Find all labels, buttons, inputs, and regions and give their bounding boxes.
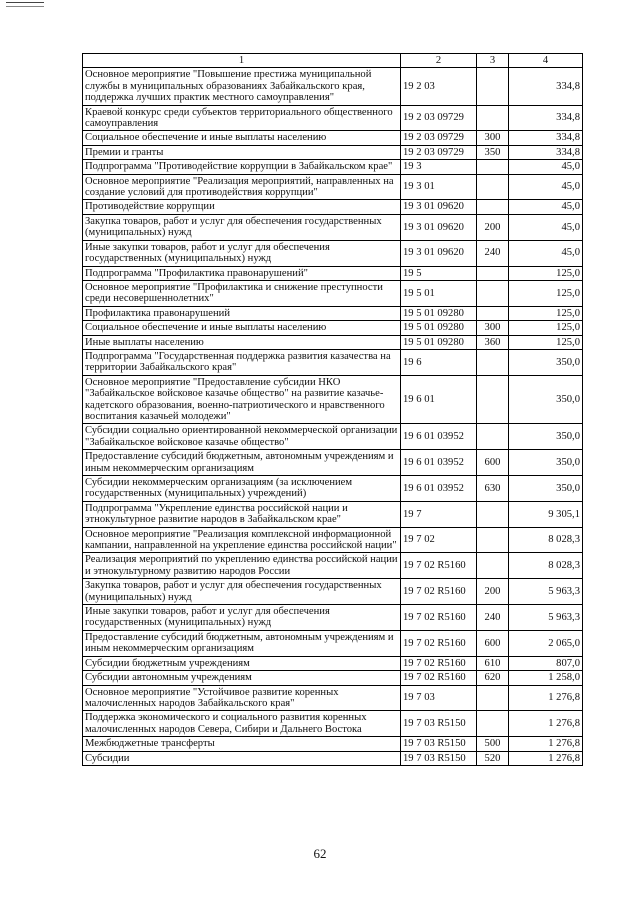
cell-vr: 300 <box>477 321 509 335</box>
table-row <box>83 656 583 670</box>
cell-code: 19 6 01 <box>401 375 477 424</box>
cell-sum: 350,0 <box>509 476 583 502</box>
scan-artifact-mark <box>6 2 44 7</box>
cell-vr: 600 <box>477 450 509 476</box>
cell-sum: 334,8 <box>509 131 583 145</box>
cell-vr <box>477 200 509 214</box>
cell-code: 19 3 01 09620 <box>401 200 477 214</box>
cell-sum: 350,0 <box>509 424 583 450</box>
cell-sum: 1 276,8 <box>509 711 583 737</box>
cell-code: 19 6 01 03952 <box>401 450 477 476</box>
cell-name: Субсидии <box>83 751 401 765</box>
cell-vr: 620 <box>477 671 509 685</box>
cell-code: 19 7 02 R5160 <box>401 630 477 656</box>
cell-sum: 807,0 <box>509 656 583 670</box>
table-row <box>83 685 583 711</box>
cell-vr: 630 <box>477 476 509 502</box>
header-row <box>83 54 583 68</box>
table-row <box>83 751 583 765</box>
table-row <box>83 200 583 214</box>
cell-code: 19 7 02 <box>401 527 477 553</box>
cell-sum: 125,0 <box>509 306 583 320</box>
table-row <box>83 450 583 476</box>
table-row <box>83 605 583 631</box>
cell-code: 19 2 03 <box>401 68 477 105</box>
cell-name: Закупка товаров, работ и услуг для обеспечения государственных (муниципальных) нужд <box>83 214 401 240</box>
cell-name: Подпрограмма "Государственная поддержка развития казачества на территории Забайкальского края" <box>83 349 401 375</box>
cell-vr <box>477 174 509 200</box>
cell-code: 19 7 02 R5160 <box>401 553 477 579</box>
cell-sum: 1 258,0 <box>509 671 583 685</box>
cell-vr <box>477 375 509 424</box>
cell-code: 19 7 03 R5150 <box>401 737 477 751</box>
cell-vr: 200 <box>477 214 509 240</box>
table-row <box>83 105 583 131</box>
cell-vr <box>477 685 509 711</box>
cell-code: 19 2 03 09729 <box>401 145 477 159</box>
table-row <box>83 671 583 685</box>
cell-code: 19 7 <box>401 501 477 527</box>
table-row <box>83 131 583 145</box>
cell-name: Субсидии некоммерческим организациям (за исключением государственных (муниципальных) учреждений) <box>83 476 401 502</box>
table-row <box>83 240 583 266</box>
cell-vr: 350 <box>477 145 509 159</box>
cell-sum: 350,0 <box>509 450 583 476</box>
cell-name: Субсидии бюджетным учреждениям <box>83 656 401 670</box>
cell-sum: 45,0 <box>509 240 583 266</box>
cell-code: 19 3 01 09620 <box>401 240 477 266</box>
cell-code: 19 7 02 R5160 <box>401 671 477 685</box>
table-row <box>83 553 583 579</box>
cell-sum: 45,0 <box>509 174 583 200</box>
cell-sum: 334,8 <box>509 68 583 105</box>
cell-vr: 300 <box>477 131 509 145</box>
cell-vr <box>477 68 509 105</box>
cell-vr <box>477 553 509 579</box>
cell-name: Подпрограмма "Профилактика правонарушений" <box>83 266 401 280</box>
cell-sum: 8 028,3 <box>509 553 583 579</box>
cell-vr <box>477 349 509 375</box>
cell-name: Противодействие коррупции <box>83 200 401 214</box>
cell-vr: 520 <box>477 751 509 765</box>
cell-sum: 45,0 <box>509 160 583 174</box>
cell-sum: 334,8 <box>509 105 583 131</box>
cell-sum: 45,0 <box>509 200 583 214</box>
cell-name: Субсидии автономным учреждениям <box>83 671 401 685</box>
cell-name: Подпрограмма "Противодействие коррупции в Забайкальском крае" <box>83 160 401 174</box>
cell-sum: 9 305,1 <box>509 501 583 527</box>
cell-name: Поддержка экономического и социального развития коренных малочисленных народов Севера, Сибири и Дальнего Востока <box>83 711 401 737</box>
table-row <box>83 335 583 349</box>
cell-sum: 8 028,3 <box>509 527 583 553</box>
table-row <box>83 321 583 335</box>
table-row <box>83 68 583 105</box>
cell-name: Межбюджетные трансферты <box>83 737 401 751</box>
table-row <box>83 174 583 200</box>
cell-code: 19 6 01 03952 <box>401 424 477 450</box>
cell-code: 19 6 <box>401 349 477 375</box>
table-row <box>83 160 583 174</box>
cell-name: Реализация мероприятий по укреплению единства российской нации и этнокультурному развитию народов России <box>83 553 401 579</box>
cell-vr <box>477 160 509 174</box>
cell-name: Премии и гранты <box>83 145 401 159</box>
cell-sum: 125,0 <box>509 335 583 349</box>
budget-table <box>82 53 583 766</box>
cell-sum: 1 276,8 <box>509 685 583 711</box>
cell-name: Субсидии социально ориентированной некоммерческой организации "Забайкальское войсковое казачье общество" <box>83 424 401 450</box>
cell-code: 19 7 03 R5150 <box>401 751 477 765</box>
table-row <box>83 579 583 605</box>
table-row <box>83 476 583 502</box>
header-cell-vr: 3 <box>477 54 509 68</box>
cell-sum: 350,0 <box>509 375 583 424</box>
table-row <box>83 214 583 240</box>
cell-code: 19 3 <box>401 160 477 174</box>
table-row <box>83 306 583 320</box>
cell-name: Подпрограмма "Укрепление единства российской нации и этнокультурное развитие народов в Забайкальском крае" <box>83 501 401 527</box>
budget-table-body <box>83 54 583 766</box>
table-row <box>83 737 583 751</box>
cell-code: 19 5 01 <box>401 280 477 306</box>
table-row <box>83 711 583 737</box>
cell-code: 19 7 03 <box>401 685 477 711</box>
cell-sum: 5 963,3 <box>509 579 583 605</box>
cell-name: Предоставление субсидий бюджетным, автономным учреждениям и иным некоммерческим организациям <box>83 630 401 656</box>
table-row <box>83 266 583 280</box>
cell-name: Основное мероприятие "Повышение престижа муниципальной службы в муниципальных образованиях Забайкальского края, поддержка лучших практик местного самоуправления" <box>83 68 401 105</box>
cell-vr <box>477 711 509 737</box>
table-row <box>83 424 583 450</box>
cell-name: Профилактика правонарушений <box>83 306 401 320</box>
cell-name: Основное мероприятие "Устойчивое развитие коренных малочисленных народов Забайкальского края" <box>83 685 401 711</box>
header-cell-code: 2 <box>401 54 477 68</box>
cell-vr <box>477 306 509 320</box>
cell-name: Основное мероприятие "Предоставление субсидии НКО "Забайкальское войсковое казачье общество" на развитие казачье-кадетского образования, военно-патриотического и нравственного воспитания казачьей молодежи" <box>83 375 401 424</box>
cell-name: Основное мероприятие "Реализация комплексной информационной кампании, направленной на укрепление единства российской нации" <box>83 527 401 553</box>
cell-sum: 350,0 <box>509 349 583 375</box>
cell-code: 19 7 02 R5160 <box>401 579 477 605</box>
table-row <box>83 145 583 159</box>
cell-vr <box>477 501 509 527</box>
cell-vr: 610 <box>477 656 509 670</box>
cell-vr <box>477 266 509 280</box>
cell-sum: 125,0 <box>509 266 583 280</box>
cell-vr <box>477 527 509 553</box>
cell-code: 19 5 01 09280 <box>401 321 477 335</box>
cell-name: Основное мероприятие "Профилактика и снижение преступности среди несовершеннолетних" <box>83 280 401 306</box>
cell-name: Социальное обеспечение и иные выплаты населению <box>83 131 401 145</box>
page-number: 62 <box>313 846 327 861</box>
cell-vr: 200 <box>477 579 509 605</box>
table-row <box>83 527 583 553</box>
table-row <box>83 349 583 375</box>
cell-sum: 1 276,8 <box>509 737 583 751</box>
cell-vr: 240 <box>477 240 509 266</box>
cell-name: Предоставление субсидий бюджетным, автономным учреждениям и иным некоммерческим организациям <box>83 450 401 476</box>
header-cell-sum: 4 <box>509 54 583 68</box>
cell-code: 19 7 02 R5160 <box>401 656 477 670</box>
table-row <box>83 501 583 527</box>
cell-code: 19 2 03 09729 <box>401 131 477 145</box>
cell-code: 19 3 01 09620 <box>401 214 477 240</box>
cell-code: 19 3 01 <box>401 174 477 200</box>
cell-sum: 5 963,3 <box>509 605 583 631</box>
cell-vr: 600 <box>477 630 509 656</box>
table-row <box>83 375 583 424</box>
cell-name: Основное мероприятие "Реализация мероприятий, направленных на создание условий для противодействия коррупции" <box>83 174 401 200</box>
cell-sum: 125,0 <box>509 321 583 335</box>
cell-vr <box>477 280 509 306</box>
cell-name: Иные выплаты населению <box>83 335 401 349</box>
cell-code: 19 6 01 03952 <box>401 476 477 502</box>
table-row <box>83 630 583 656</box>
cell-vr <box>477 424 509 450</box>
cell-code: 19 5 <box>401 266 477 280</box>
cell-sum: 125,0 <box>509 280 583 306</box>
cell-vr: 240 <box>477 605 509 631</box>
cell-code: 19 7 02 R5160 <box>401 605 477 631</box>
header-cell-name: 1 <box>83 54 401 68</box>
cell-code: 19 7 03 R5150 <box>401 711 477 737</box>
cell-code: 19 2 03 09729 <box>401 105 477 131</box>
cell-name: Закупка товаров, работ и услуг для обеспечения государственных (муниципальных) нужд <box>83 579 401 605</box>
cell-code: 19 5 01 09280 <box>401 306 477 320</box>
cell-name: Иные закупки товаров, работ и услуг для обеспечения государственных (муниципальных) нужд <box>83 605 401 631</box>
cell-name: Краевой конкурс среди субъектов территориального общественного самоуправления <box>83 105 401 131</box>
cell-vr: 500 <box>477 737 509 751</box>
cell-name: Социальное обеспечение и иные выплаты населению <box>83 321 401 335</box>
cell-vr <box>477 105 509 131</box>
cell-code: 19 5 01 09280 <box>401 335 477 349</box>
cell-sum: 2 065,0 <box>509 630 583 656</box>
cell-name: Иные закупки товаров, работ и услуг для обеспечения государственных (муниципальных) нужд <box>83 240 401 266</box>
cell-sum: 45,0 <box>509 214 583 240</box>
cell-sum: 334,8 <box>509 145 583 159</box>
table-row <box>83 280 583 306</box>
cell-vr: 360 <box>477 335 509 349</box>
cell-sum: 1 276,8 <box>509 751 583 765</box>
